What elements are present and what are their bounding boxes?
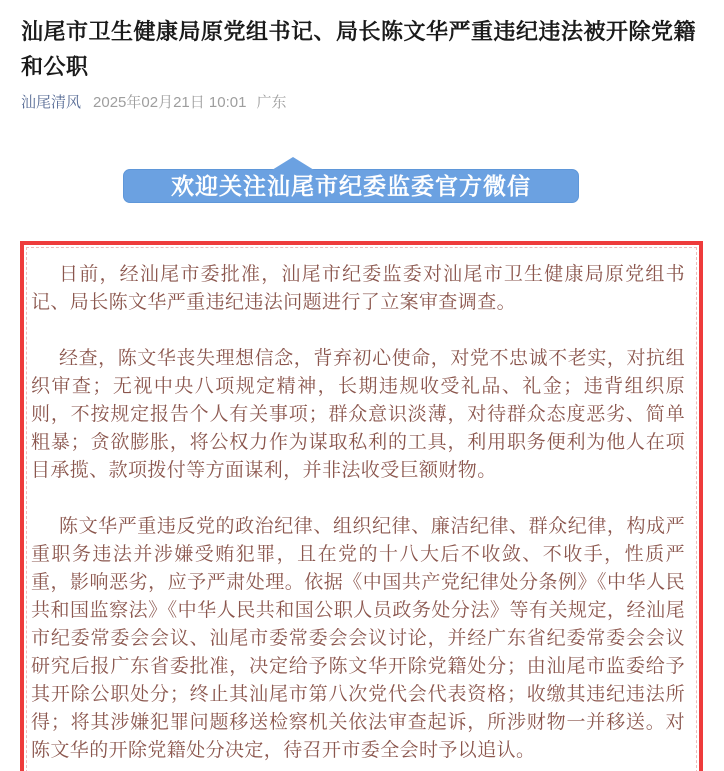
- publish-location: 广东: [256, 94, 287, 111]
- page-title: 汕尾市卫生健康局原党组书记、局长陈文华严重违纪违法被开除党籍和公职: [21, 19, 697, 79]
- follow-banner-wrap: [21, 169, 703, 203]
- notice-paragraph: 日前，经汕尾市委批准，汕尾市纪委监委对汕尾市卫生健康局原党组书记、局长陈文华严重违纪违法问题进行了立案审查调查。: [31, 264, 685, 313]
- follow-official-account-banner[interactable]: 欢迎关注汕尾市纪委监委官方微信: [123, 169, 579, 203]
- notice-dashed-box: [26, 247, 697, 771]
- notice-paragraph: 经查，陈文华丧失理想信念，背弃初心使命，对党不忠诚不老实，对抗组织审查；无视中央八项规定精神，长期违规收受礼品、礼金；违背组织原则，不按规定报告个人有关事项；群众意识淡薄，对待群众态度恶劣、简单粗暴；贪欲膨胀，将公权力作为谋取私利的工具，利用职务便利为他人在项目承揽、款项拨付等方面谋利，并非法收受巨额财物。: [31, 348, 685, 481]
- banner-pointer-up-icon: [272, 157, 314, 170]
- publish-datetime: 2025年02月21日 10:01: [93, 94, 247, 111]
- notice-red-box: [20, 241, 703, 771]
- byline: [21, 91, 703, 112]
- source-account-link[interactable]: 汕尾清风: [21, 94, 82, 111]
- notice-paragraph: 陈文华严重违反党的政治纪律、组织纪律、廉洁纪律、群众纪律，构成严重职务违法并涉嫌受贿犯罪，且在党的十八大后不收敛、不收手，性质严重，影响恶劣，应予严肃处理。依据《中国共产党纪律处分条例》《中华人民共和国监察法》《中华人民共和国公职人员政务处分法》等有关规定，经汕尾市纪委常委会会议、汕尾市委常委会会议讨论，并经广东省纪委常委会会议研究后报广东省委批准，决定给予陈文华开除党籍处分；由汕尾市监委给予其开除公职处分；终止其汕尾市第八次党代会代表资格；收缴其违纪违法所得；将其涉嫌犯罪问题移送检察机关依法审查起诉，所涉财物一并移送。对陈文华的开除党籍处分决定，待召开市委全会时予以追认。: [31, 516, 685, 761]
